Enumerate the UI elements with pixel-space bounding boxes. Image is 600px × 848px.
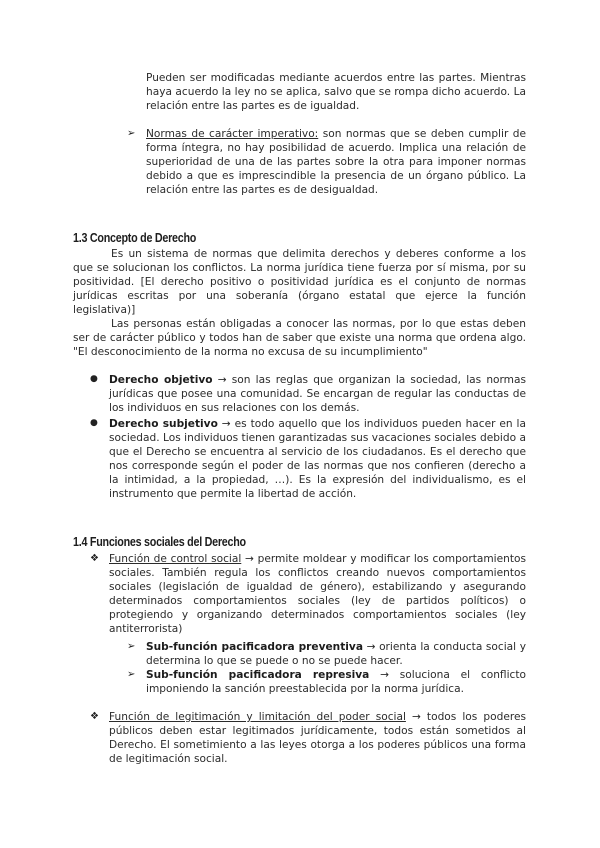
diamond-bullet-icon: ❖ bbox=[90, 711, 99, 722]
concepto-text-2: Las personas están obligadas a conocer las normas, por lo que estas deben ser de carácter público y todos han de saber que existe una norma que ordena algo. "El desconocimiento de la norma no excusa de su incumplimiento" bbox=[73, 318, 526, 358]
control-social-item bbox=[109, 553, 526, 636]
derecho-subjetivo-text: → es todo aquello que los individuos pueden hacer en la sociedad. Los individuos tienen garantizadas sus vacaciones sociales debido a que el Derecho se encuentra al servicio de los ciudadanos. Es el derecho que nos corresponde según el poder de las normas que nos confieren (derecho a la intimidad, a la propiedad, …). Es la expresión del individualismo, es el instrumento que permite la libertad de acción. bbox=[109, 418, 526, 500]
imperativo-paragraph bbox=[146, 128, 526, 198]
preventiva-item bbox=[146, 641, 526, 669]
represiva-item bbox=[146, 669, 526, 697]
arrow-bullet-icon: ➢ bbox=[127, 128, 136, 139]
derecho-objetivo-term: Derecho objetivo bbox=[109, 374, 213, 386]
legitimacion-title: Función de legitimación y limitación del poder social bbox=[109, 711, 406, 723]
concepto-paragraph-1 bbox=[73, 248, 526, 318]
arrow-bullet-icon: ➢ bbox=[127, 641, 136, 652]
derecho-subjetivo-term: Derecho subjetivo bbox=[109, 418, 218, 430]
represiva-text: → soluciona el conflicto imponiendo la sanción preestablecida por la norma jurídica. bbox=[146, 669, 526, 695]
control-social-text: → permite moldear y modificar los comportamientos sociales. También regula los conflictos creando nuevos comportamientos sociales (legislación de igualdad de género), estabilizando y asegurando determinados comportamientos sociales (ley de partidos políticos) o protegiendo y organizando determinados comportamientos sociales (ley antiterrorista) bbox=[109, 553, 526, 635]
section-heading-1-4: 1.4 Funciones sociales del Derecho bbox=[73, 535, 246, 549]
dispositivo-paragraph bbox=[146, 72, 526, 114]
represiva-term: Sub-función pacificadora represiva bbox=[146, 669, 370, 681]
concepto-paragraph-2 bbox=[73, 318, 526, 360]
imperativo-title: Normas de carácter imperativo: bbox=[146, 128, 319, 140]
preventiva-term: Sub-función pacificadora preventiva bbox=[146, 641, 363, 653]
concepto-text-1: Es un sistema de normas que delimita derechos y deberes conforme a los que se solucionan los conflictos. La norma jurídica tiene fuerza por sí misma, por su positividad. [El derecho positivo o positividad jurídica es el conjunto de normas jurídicas escritas por una soberanía (órgano estatal que ejerce la función legislativa)] bbox=[73, 248, 526, 316]
derecho-objetivo-text: → son las reglas que organizan la sociedad, las normas jurídicas que posee una comunidad. Se encargan de regular las conductas de los individuos en sus relaciones con los demás. bbox=[109, 374, 527, 414]
derecho-objetivo-item bbox=[109, 374, 526, 416]
dot-bullet-icon: ● bbox=[90, 374, 98, 384]
control-social-title: Función de control social bbox=[109, 553, 242, 565]
dispositivo-text: Pueden ser modificadas mediante acuerdos entre las partes. Mientras haya acuerdo la ley no se aplica, salvo que se rompa dicho acuerdo. La relación entre las partes es de igualdad. bbox=[146, 72, 526, 112]
diamond-bullet-icon: ❖ bbox=[90, 553, 99, 564]
arrow-bullet-icon: ➢ bbox=[127, 669, 136, 680]
derecho-subjetivo-item bbox=[109, 418, 526, 501]
section-heading-1-3: 1.3 Concepto de Derecho bbox=[73, 231, 197, 245]
legitimacion-text: → todos los poderes públicos deben estar legitimados jurídicamente, todos están sometidos al Derecho. El sometimiento a las leyes otorga a los poderes públicos una forma de legitimación social. bbox=[109, 711, 526, 765]
imperativo-text: son normas que se deben cumplir de forma íntegra, no hay posibilidad de acuerdo. Implica una relación de superioridad de una de las partes sobre la otra para imponer normas debido a que es imprescindible la presencia de un órgano público. La relación entre las partes es de desigualdad. bbox=[146, 128, 526, 196]
preventiva-text: → orienta la conducta social y determina lo que se puede o no se puede hacer. bbox=[146, 641, 526, 667]
legitimacion-item bbox=[109, 711, 526, 767]
dot-bullet-icon: ● bbox=[90, 418, 98, 428]
